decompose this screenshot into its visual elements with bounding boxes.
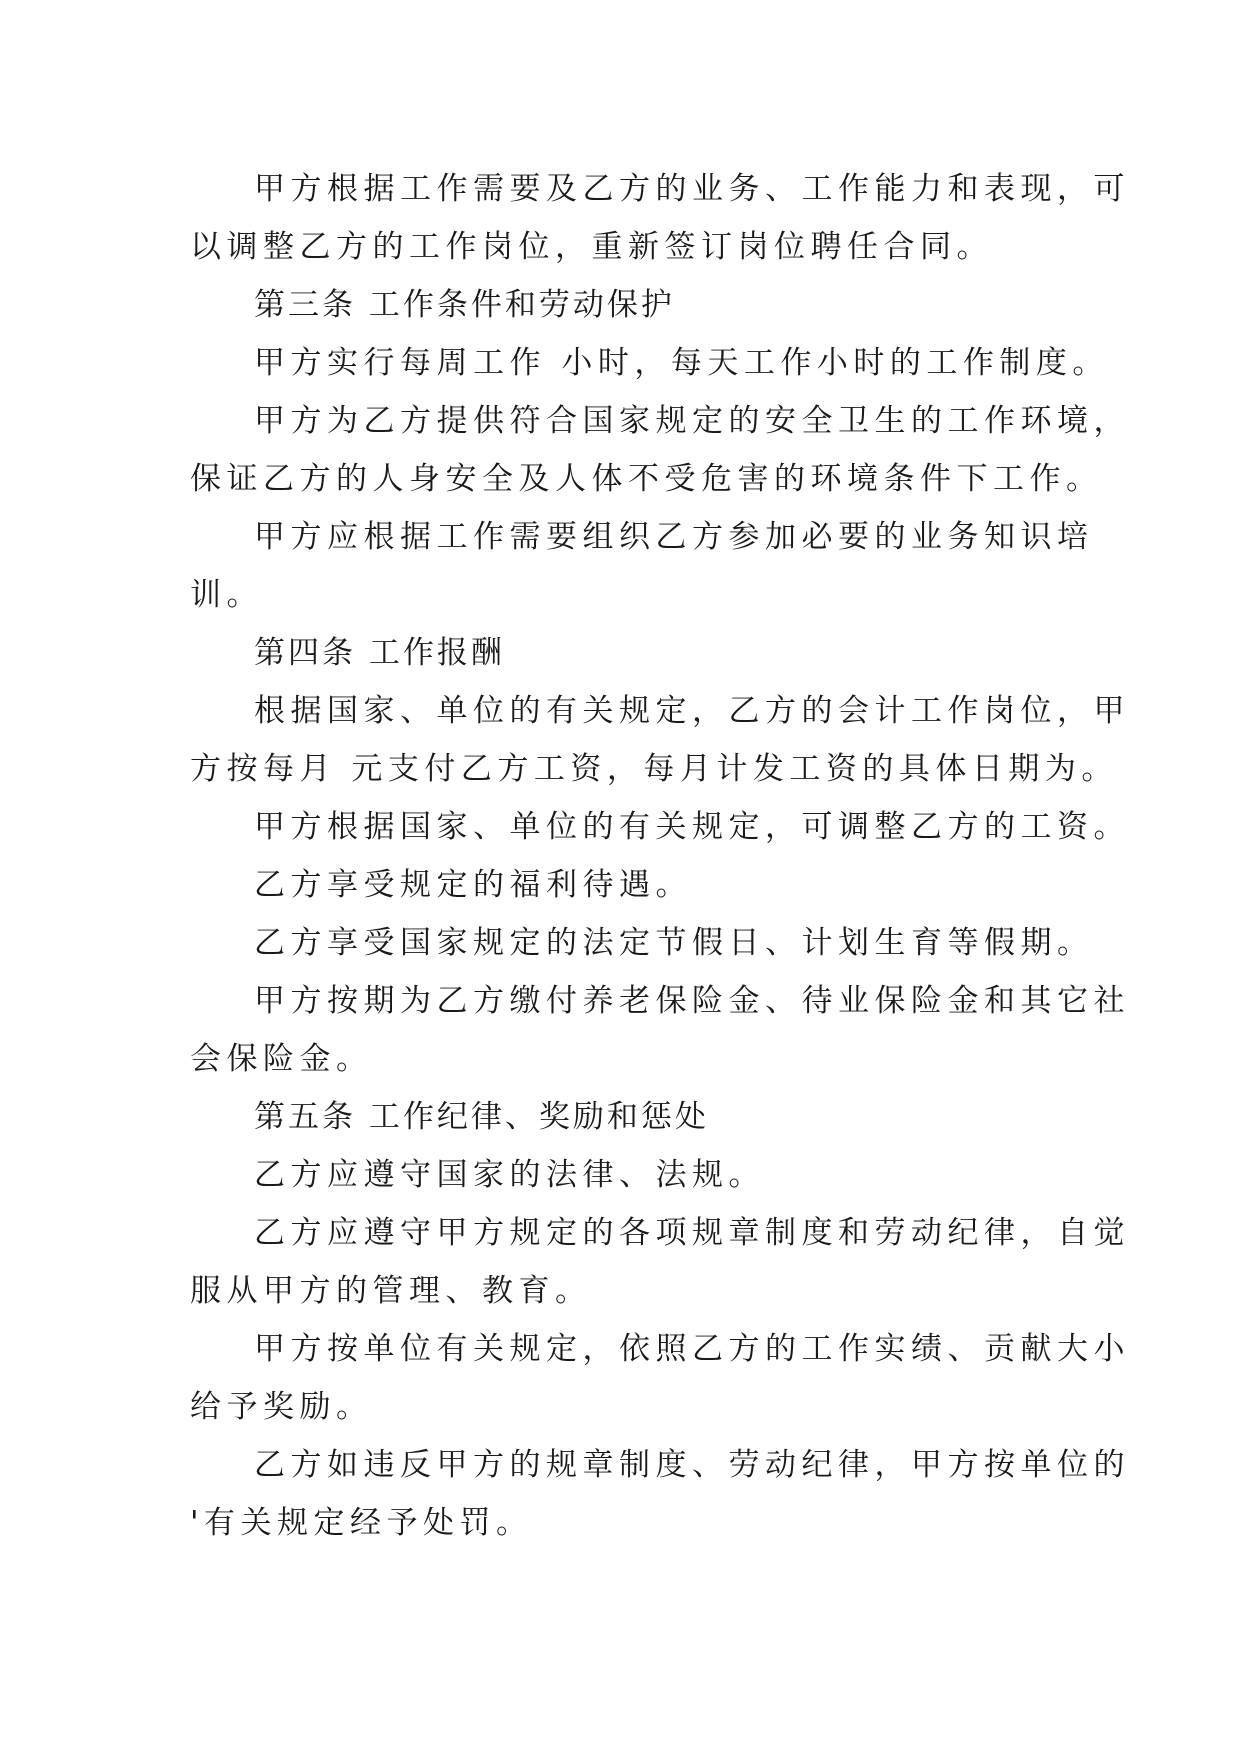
paragraph: [190, 798, 1130, 856]
text-line: 会保险金。: [190, 1041, 373, 1077]
text-line: 乙方享受规定的福利待遇。: [254, 867, 692, 903]
paragraph: [190, 1436, 1130, 1552]
paragraph: [190, 1204, 1130, 1320]
text-line: 根据国家、单位的有关规定，乙方的会计工作岗位，甲: [254, 693, 1130, 729]
paragraph: [190, 682, 1130, 798]
paragraph: [190, 508, 1094, 624]
text-line: 乙方应遵守国家的法律、法规。: [254, 1157, 765, 1193]
text-line: 甲方实行每周工作 小时，每天工作小时的工作制度。: [254, 345, 1109, 381]
text-line: 训。: [190, 577, 263, 613]
text-line: 以调整乙方的工作岗位，重新签订岗位聘任合同。: [190, 229, 993, 265]
document-body: [190, 160, 1130, 1552]
text-line: 乙方如违反甲方的规章制度、劳动纪律，甲方按单位的: [254, 1447, 1130, 1483]
heading-text: 第三条 工作条件和劳动保护: [254, 287, 675, 323]
text-line: 保证乙方的人身安全及人体不受危害的环境条件下工作。: [190, 461, 1103, 497]
text-line: '有关规定经予处罚。: [190, 1505, 533, 1541]
text-line: 乙方享受国家规定的法定节假日、计划生育等假期。: [254, 925, 1094, 961]
text-line: 方按每月 元支付乙方工资，每月计发工资的具体日期为。: [190, 751, 1118, 787]
text-line: 甲方根据国家、单位的有关规定，可调整乙方的工资。: [254, 809, 1130, 845]
paragraph: [190, 972, 1130, 1088]
paragraph: [190, 334, 1109, 392]
text-line: 甲方根据工作需要及乙方的业务、工作能力和表现，可: [254, 171, 1130, 207]
text-line: 甲方应根据工作需要组织乙方参加必要的业务知识培: [254, 519, 1094, 555]
section-heading: [190, 276, 1060, 334]
paragraph: [190, 1320, 1130, 1436]
text-line: 甲方按期为乙方缴付养老保险金、待业保险金和其它社: [254, 983, 1130, 1019]
paragraph: [190, 392, 1130, 508]
section-heading: [190, 1088, 1060, 1146]
heading-text: 第四条 工作报酬: [254, 635, 505, 671]
text-line: 甲方为乙方提供符合国家规定的安全卫生的工作环境，: [254, 403, 1130, 439]
text-line: 服从甲方的管理、教育。: [190, 1273, 592, 1309]
paragraph: [190, 914, 1094, 972]
text-line: 给予奖励。: [190, 1389, 373, 1425]
text-line: 乙方应遵守甲方规定的各项规章制度和劳动纪律，自觉: [254, 1215, 1130, 1251]
section-heading: [190, 624, 1060, 682]
text-line: 甲方按单位有关规定，依照乙方的工作实绩、贡献大小: [254, 1331, 1130, 1367]
paragraph: [190, 160, 1130, 276]
heading-text: 第五条 工作纪律、奖励和惩处: [254, 1099, 709, 1135]
paragraph: [190, 1146, 1060, 1204]
paragraph: [190, 856, 1060, 914]
